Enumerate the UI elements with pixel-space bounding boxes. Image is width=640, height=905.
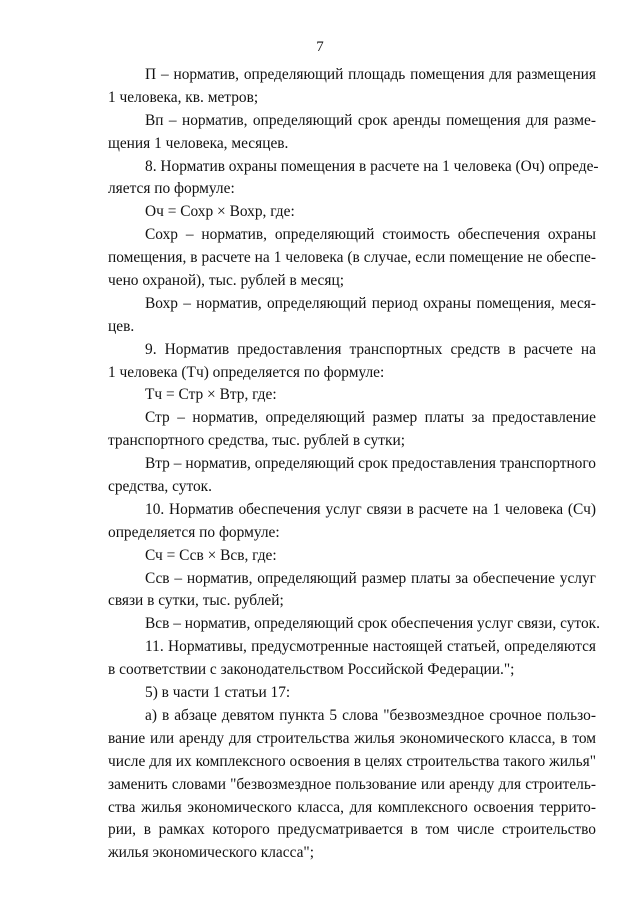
text-line: заменить словами "безвозмездное пользование или аренду для строитель- xyxy=(108,775,596,793)
text-line: цев. xyxy=(108,317,135,335)
text-line: Сохр – норматив, определяющий стоимость обеспечения охраны xyxy=(145,226,596,244)
text-line: 5) в части 1 статьи 17: xyxy=(145,684,291,702)
page-number: 7 xyxy=(316,39,324,55)
text-line: Стр – норматив, определяющий размер платы за предоставление xyxy=(145,409,596,427)
text-line: 9. Норматив предоставления транспортных средств в расчете на xyxy=(145,340,596,358)
text-line: Втр – норматив, определяющий срок предоставления транспортного xyxy=(145,455,596,473)
text-line: связи в сутки, тыс. рублей; xyxy=(108,592,284,610)
text-line: ства жилья экономического класса, для комплексного освоения террито- xyxy=(108,798,596,816)
text-line: 1 человека (Тч) определяется по формуле: xyxy=(108,363,385,381)
text-line: Всв – норматив, определяющий срок обеспечения услуг связи, суток. xyxy=(145,615,600,633)
text-line: 1 человека, кв. метров; xyxy=(108,88,259,106)
text-line: средства, суток. xyxy=(108,478,212,496)
text-line: транспортного средства, тыс. рублей в сутки; xyxy=(108,432,405,450)
text-line: жилья экономического класса"; xyxy=(108,844,314,862)
text-line: а) в абзаце девятом пункта 5 слова "безвозмездное срочное пользо- xyxy=(145,706,596,724)
text-line: рии, в рамках которого предусматривается в том числе строительство xyxy=(108,821,596,839)
text-line: ляется по формуле: xyxy=(108,180,235,198)
text-line: числе для их комплексного освоения в целях строительства такого жилья" xyxy=(108,752,596,770)
text-line: помещения, в расчете на 1 человека (в случае, если помещение не обеспе- xyxy=(108,249,596,267)
document-body xyxy=(108,64,600,865)
text-line: вание или аренду для строительства жилья экономического класса, в том xyxy=(108,729,596,747)
text-line: 11. Нормативы, предусмотренные настоящей статьей, определяются xyxy=(145,638,596,656)
text-line: чено охраной), тыс. рублей в месяц; xyxy=(108,272,344,290)
text-line: 8. Норматив охраны помещения в расчете на 1 человека (Оч) опреде- xyxy=(145,157,599,175)
text-line: Тч = Стр × Втр, где: xyxy=(145,386,277,404)
text-line: Оч = Сохр × Вохр, где: xyxy=(145,203,295,221)
text-line: Сч = Ссв × Всв, где: xyxy=(145,546,277,564)
text-line: в соответствии с законодательством Российской Федерации."; xyxy=(108,661,515,679)
text-line: щения 1 человека, месяцев. xyxy=(108,134,289,152)
text-line: Вп – норматив, определяющий срок аренды помещения для разме- xyxy=(145,111,596,129)
text-line: Вохр – норматив, определяющий период охраны помещения, меся- xyxy=(145,294,596,312)
text-line: 10. Норматив обеспечения услуг связи в расчете на 1 человека (Сч) xyxy=(145,500,596,518)
text-line: Ссв – норматив, определяющий размер платы за обеспечение услуг xyxy=(145,569,596,587)
text-line: П – норматив, определяющий площадь помещения для размещения xyxy=(145,66,596,83)
text-line: определяется по формуле: xyxy=(108,523,280,541)
